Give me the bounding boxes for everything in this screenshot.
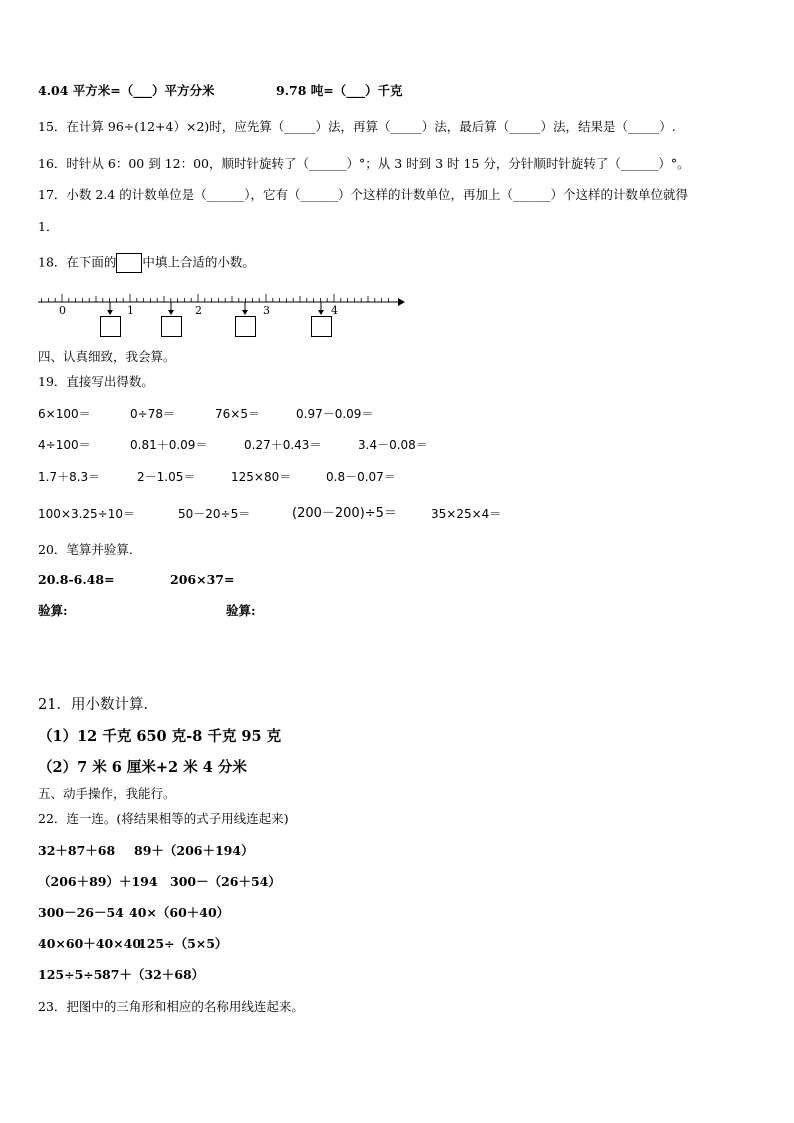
- question-16: 16．时针从 6：00 到 12：00，顺时针旋转了（______）°；从 3 时到 3 时 15 分，分针顺时针旋转了（______）°。: [38, 156, 690, 171]
- number-line-arrow: [398, 298, 405, 306]
- calc-1-2: 0÷78＝: [130, 407, 175, 421]
- answer-box-4[interactable]: [311, 316, 332, 337]
- number-line-pointer-2: [168, 302, 174, 315]
- number-line-pointer-3: [242, 302, 248, 315]
- question-18: [38, 253, 255, 273]
- calc-1-1: 6×100＝: [38, 407, 91, 421]
- match-left-1: 32＋87＋68: [38, 843, 116, 858]
- number-line-label-2: 2: [195, 304, 202, 317]
- calc-2-3: 0.27＋0.43＝: [244, 438, 322, 452]
- calc-1-4: 0.97－0.09＝: [296, 407, 374, 421]
- match-left-5: 125÷5÷5: [38, 967, 103, 982]
- calc-3-4: 0.8－0.07＝: [326, 470, 396, 484]
- calc-2-1: 4÷100＝: [38, 438, 91, 452]
- number-line-label-4: 4: [331, 304, 338, 317]
- q18-prefix: 18．在下面的: [38, 254, 117, 270]
- match-left-3: 300－26－54: [38, 905, 124, 920]
- number-line-label-0: 0: [59, 304, 66, 317]
- number-line-label-1: 1: [127, 304, 134, 317]
- calc-3-2: 2－1.05＝: [137, 470, 196, 484]
- question-15: 15．在计算 96÷(12+4）×2)时，应先算（_____）法，再算（_____）法，最后算（_____）法，结果是（_____）.: [38, 119, 676, 134]
- calc-4-4: 35×25×4＝: [431, 507, 502, 521]
- question-21: 21．用小数计算．: [38, 697, 158, 713]
- calc-2-4: 3.4－0.08＝: [358, 438, 428, 452]
- q18-example-box: [116, 253, 142, 273]
- section-5-heading: 五、动手操作，我能行。: [38, 786, 176, 801]
- match-right-4: 125÷（5×5）: [138, 936, 228, 951]
- question-20: 20．笔算并验算.: [38, 542, 133, 557]
- answer-box-3[interactable]: [235, 316, 256, 337]
- match-right-2: 300－（26＋54）: [170, 874, 281, 889]
- q21-item-2: （2）7 米 6 厘米+2 米 4 分米: [38, 759, 247, 776]
- number-line-label-3: 3: [263, 304, 270, 317]
- answer-box-2[interactable]: [161, 316, 182, 337]
- number-line-pointer-1: [107, 302, 113, 315]
- q21-item-1: （1）12 千克 650 克-8 千克 95 克: [38, 728, 282, 745]
- number-line-pointer-4: [318, 302, 324, 315]
- match-right-3: 40×（60＋40）: [129, 905, 230, 920]
- q14-part-weight: 9.78 吨=（___）千克: [276, 83, 403, 98]
- calc-3-1: 1.7＋8.3＝: [38, 470, 101, 484]
- q20-check-2: 验算:: [226, 603, 256, 618]
- q18-suffix: 中填上合适的小数。: [142, 254, 255, 270]
- question-17-line1: 17．小数 2.4 的计数单位是（______），它有（______）个这样的计数单位，再加上（______）个这样的计数单位就得: [38, 187, 688, 202]
- q20-item-1: 20.8-6.48=: [38, 572, 115, 587]
- match-right-5: 87＋（32＋68）: [102, 967, 205, 982]
- section-4-heading: 四、认真细致，我会算。: [38, 349, 176, 364]
- q20-check-1: 验算:: [38, 603, 68, 618]
- calc-4-3: (200－200)÷5＝: [292, 506, 397, 521]
- q20-item-2: 206×37=: [170, 572, 235, 587]
- question-22: 22．连一连。(将结果相等的式子用线连起来): [38, 811, 289, 826]
- number-line-ticks: [42, 294, 389, 302]
- match-left-2: （206＋89）＋194: [38, 874, 158, 889]
- answer-box-1[interactable]: [100, 316, 121, 337]
- question-17-line2: 1．: [38, 219, 59, 234]
- calc-1-3: 76×5＝: [215, 407, 260, 421]
- calc-4-2: 50－20÷5＝: [178, 507, 251, 521]
- calc-3-3: 125×80＝: [231, 470, 292, 484]
- match-right-1: 89＋（206＋194）: [134, 843, 254, 858]
- match-left-4: 40×60＋40×40: [38, 936, 142, 951]
- q14-part-area: 4.04 平方米=（___）平方分米: [38, 83, 215, 98]
- question-19: 19．直接写出得数。: [38, 374, 154, 389]
- calc-2-2: 0.81＋0.09＝: [130, 438, 208, 452]
- question-23: 23．把图中的三角形和相应的名称用线连起来。: [38, 999, 304, 1014]
- calc-4-1: 100×3.25÷10＝: [38, 507, 136, 521]
